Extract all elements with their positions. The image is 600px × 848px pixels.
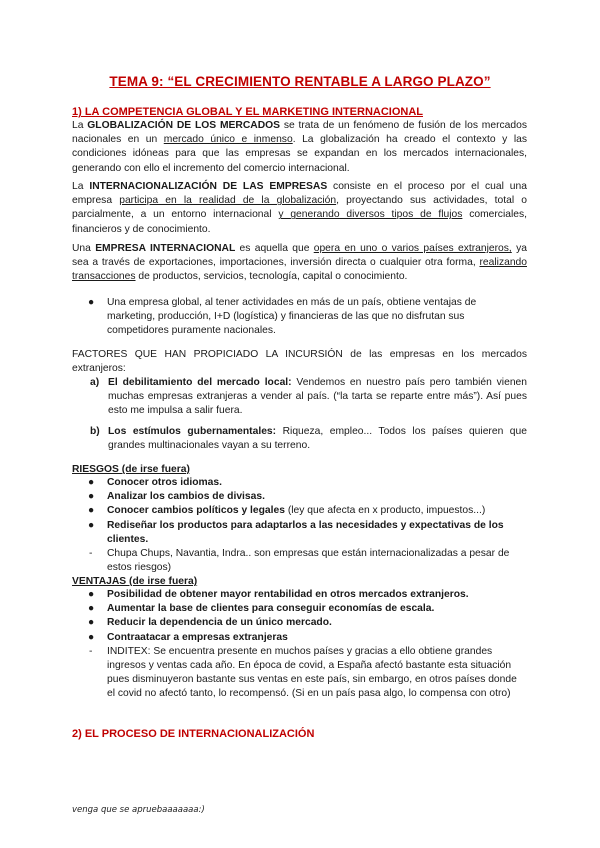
bullet-icon: ● — [88, 603, 95, 615]
paragraph-factores: FACTORES QUE HAN PROPICIADO LA INCURSIÓN de las empresas en los mercados extranjeros: — [72, 349, 527, 375]
list-item: ● Conocer cambios políticos y legales (ley que afecta en x producto, impuestos...) — [72, 504, 527, 518]
bullet-icon: ● — [88, 519, 95, 531]
bullet-icon: ● — [88, 491, 95, 503]
list-item: ● Aumentar la base de clientes para conseguir economías de escala. — [72, 602, 527, 616]
list-item: ● Rediseñar los productos para adaptarlos a las necesidades y expectativas de los clientes. — [88, 519, 504, 545]
list-item: ● Analizar los cambios de divisas. — [72, 490, 527, 504]
paragraph-internacionalizacion: La INTERNACIONALIZACIÓN DE LAS EMPRESAS consiste en el proceso por el cual una empresa participa en la realidad de la globalización, proyectando sus actividades, total o parcialmente, a un entorno internacional y generando diversos tipos de flujos comerciales, financieros y de conocimiento. — [72, 181, 527, 235]
bullet-icon: ● — [88, 631, 95, 643]
bullet-list-empresa-global — [72, 296, 527, 339]
list-item: ● Una empresa global, al tener actividades en más de un país, obtiene ventajas de marketing, producción, I+D (logística) y financieras de las que no disfrutan sus competidores puramente nacionales. — [88, 297, 477, 337]
bullet-icon: ● — [88, 589, 95, 600]
dash-icon: - — [89, 645, 93, 657]
factor-a: a) El debilitamiento del mercado local: Vendemos en nuestro país pero también vienen muchas empresas extranjeras a vender al país. (“la tarta se reparte entre más”). Así pues esto me impulsa a salir fuera. — [90, 377, 527, 417]
ventajas-list — [72, 588, 527, 702]
riesgos-list — [72, 476, 527, 575]
list-item: ● Contraatacar a empresas extranjeras — [72, 631, 527, 645]
list-item: - Chupa Chups, Navantia, Indra.. son empresas que están internacionalizadas a pesar de estos riesgos) — [89, 548, 510, 574]
riesgos-heading: RIESGOS (de irse fuera) — [72, 464, 190, 475]
paragraph-empresa-internacional: Una EMPRESA INTERNACIONAL es aquella que opera en uno o varios países extranjeros, ya sea a través de exportaciones, importaciones, inversión directa o cualquier otra forma, realizando transacciones de productos, servicios, tecnología, capital o conocimiento. — [72, 243, 527, 283]
factor-b: b) Los estímulos gubernamentales: Riqueza, empleo... Todos los países quieren que grandes multinacionales vayan a su terreno. — [90, 426, 527, 452]
page-title: TEMA 9: “EL CRECIMIENTO RENTABLE A LARGO PLAZO” — [109, 74, 491, 89]
ventajas-heading: VENTAJAS (de irse fuera) — [72, 576, 198, 587]
bullet-icon: ● — [88, 297, 95, 308]
dash-icon: - — [89, 548, 93, 560]
footer-note: venga que se apruebaaaaaaa:) — [72, 805, 205, 815]
bullet-icon: ● — [88, 477, 95, 488]
list-item: ● Posibilidad de obtener mayor rentabilidad en otros mercados extranjeros. — [72, 588, 527, 602]
section1-heading: 1) LA COMPETENCIA GLOBAL Y EL MARKETING INTERNACIONAL — [72, 106, 423, 118]
bullet-icon: ● — [88, 505, 95, 517]
list-item: - INDITEX: Se encuentra presente en muchos países y gracias a ello obtiene grandes ingresos y ventas cada año. En época de covid, a España afectó bastante esta situación pues disminuyeron bastante sus ventas en este país, sin embargo, en otros países donde el covid no afectó tanto, lo recompensó. (Si en un país pasa algo, lo compensa con otro) — [89, 645, 517, 700]
bullet-icon: ● — [88, 617, 95, 629]
paragraph-globalizacion: La GLOBALIZACIÓN DE LOS MERCADOS se trata de un fenómeno de fusión de los mercados nacionales en un mercado único e inmenso. La globalización ha creado el contexto y las condiciones idóneas para que las empresas se expandan en los mercados internacionales, generando con ello el incremento del comercio internacional. — [72, 120, 527, 174]
section2-heading: 2) EL PROCESO DE INTERNACIONALIZACIÓN — [72, 728, 315, 740]
list-item: ● Conocer otros idiomas. — [72, 476, 527, 490]
list-item: ● Reducir la dependencia de un único mercado. — [72, 616, 527, 630]
